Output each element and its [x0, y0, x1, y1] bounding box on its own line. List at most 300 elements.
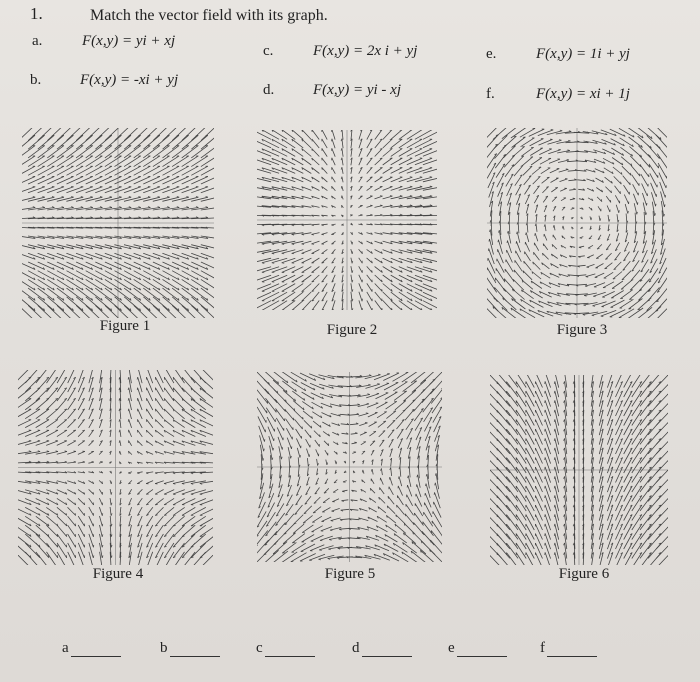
field-arrow	[624, 420, 633, 436]
field-arrow	[36, 552, 49, 565]
field-arrow	[409, 466, 410, 477]
field-arrow-head	[336, 462, 337, 465]
field-arrow-head	[564, 486, 565, 488]
answer-blank[interactable]	[362, 642, 412, 657]
field-arrow	[153, 187, 170, 193]
field-arrow	[296, 496, 302, 506]
answer-blank[interactable]	[457, 642, 507, 657]
field-arrow	[316, 449, 319, 456]
field-arrow	[359, 130, 362, 140]
field-arrow	[548, 150, 560, 154]
answer-d[interactable]	[352, 640, 412, 657]
field-arrow	[383, 267, 393, 273]
field-arrow	[523, 271, 532, 280]
field-arrow	[375, 258, 383, 263]
figure-3-caption: Figure 3	[556, 322, 608, 338]
field-arrow-head	[497, 401, 498, 403]
field-arrow	[143, 245, 160, 249]
answer-a[interactable]	[62, 640, 121, 657]
field-arrow	[18, 490, 31, 494]
option-label: c.	[263, 43, 274, 59]
field-arrow	[524, 176, 532, 185]
field-arrow	[201, 279, 214, 290]
field-arrow	[541, 272, 550, 278]
figure-6-plot	[490, 375, 668, 565]
field-arrow	[332, 130, 335, 140]
field-arrow	[95, 197, 112, 201]
field-arrow	[68, 398, 76, 410]
field-arrow	[542, 177, 550, 183]
field-arrow	[182, 262, 199, 270]
field-arrow	[526, 410, 535, 426]
field-arrow	[632, 477, 642, 493]
field-arrow	[272, 292, 287, 301]
field-arrow	[378, 507, 386, 513]
field-arrow	[632, 260, 639, 271]
field-arrow	[516, 524, 526, 540]
field-arrow	[493, 307, 508, 319]
field-arrow	[321, 224, 327, 225]
field-arrow	[534, 252, 540, 260]
option-label: e.	[486, 46, 497, 62]
field-arrow	[146, 498, 153, 505]
field-arrow-head	[400, 205, 402, 206]
field-arrow-head	[57, 545, 58, 548]
field-arrow	[322, 167, 328, 173]
field-arrow	[164, 516, 174, 526]
field-arrow	[656, 420, 668, 435]
field-arrow	[105, 253, 122, 259]
field-arrow	[408, 476, 411, 487]
field-arrow	[516, 420, 526, 436]
field-arrow	[191, 197, 208, 201]
field-arrow	[18, 430, 31, 436]
field-arrow	[579, 246, 584, 247]
field-arrow	[164, 481, 174, 484]
field-arrow	[656, 534, 668, 549]
field-arrow	[359, 275, 362, 282]
field-arrow	[312, 275, 320, 282]
field-arrow	[605, 187, 611, 193]
field-arrow	[200, 420, 213, 428]
field-arrow-head	[586, 277, 589, 278]
field-arrow	[655, 306, 667, 318]
field-arrow	[322, 422, 330, 427]
figure-5-caption: Figure 5	[324, 566, 376, 582]
answer-blank[interactable]	[547, 642, 597, 657]
field-arrow	[553, 235, 556, 240]
field-arrow	[624, 458, 633, 474]
field-arrow	[367, 130, 372, 140]
field-arrow	[282, 130, 295, 139]
field-arrow	[615, 252, 621, 260]
field-arrow	[68, 525, 76, 537]
field-arrow	[322, 413, 332, 418]
field-arrow	[137, 472, 143, 473]
field-arrow	[115, 262, 132, 270]
field-arrow-head	[292, 234, 294, 235]
field-arrow	[312, 224, 320, 225]
field-arrow	[66, 197, 83, 201]
field-arrow	[322, 177, 328, 182]
field-arrow	[375, 196, 383, 199]
field-arrow-head	[42, 207, 44, 208]
field-arrow	[487, 135, 498, 150]
answer-label: c	[256, 640, 263, 656]
field-arrow	[298, 457, 299, 467]
field-arrow	[535, 439, 542, 455]
field-arrow	[134, 177, 151, 185]
field-arrow-head	[389, 477, 390, 480]
field-arrow	[623, 261, 631, 270]
field-arrow	[86, 245, 103, 249]
field-arrow	[67, 451, 76, 454]
field-arrow	[320, 394, 333, 398]
field-arrow	[616, 375, 623, 388]
field-arrow	[545, 448, 551, 464]
field-arrow	[68, 552, 76, 565]
field-arrow	[153, 279, 170, 290]
field-arrow	[182, 197, 199, 201]
field-arrow	[607, 206, 610, 213]
field-arrow	[57, 516, 67, 526]
field-arrow	[155, 398, 163, 410]
field-arrow-head	[553, 225, 554, 227]
field-arrow-head	[331, 130, 332, 132]
field-arrow-head	[102, 513, 103, 516]
field-arrow	[89, 430, 94, 437]
field-arrow	[120, 430, 121, 437]
field-arrow	[76, 271, 93, 280]
field-arrow	[542, 187, 548, 193]
field-arrow	[293, 401, 304, 410]
field-arrow	[262, 250, 279, 254]
field-arrow	[368, 413, 378, 418]
answer-c[interactable]	[256, 640, 315, 657]
field-arrow	[200, 508, 213, 516]
field-arrow-head	[564, 448, 565, 450]
field-arrow	[322, 258, 328, 263]
field-arrow	[526, 448, 535, 464]
field-arrow-head	[182, 494, 185, 495]
field-arrow-head	[331, 225, 333, 226]
field-arrow	[66, 253, 83, 259]
field-arrow	[342, 500, 349, 501]
field-arrow-head	[414, 523, 415, 526]
field-arrow	[322, 148, 327, 156]
field-arrow	[516, 410, 526, 426]
field-arrow	[597, 244, 602, 249]
field-arrow	[526, 515, 535, 531]
field-arrow	[545, 505, 551, 521]
field-arrow-head	[564, 476, 565, 478]
vector-field-graph	[22, 128, 214, 318]
field-arrow	[86, 197, 103, 201]
field-arrow	[182, 370, 195, 383]
field-arrow	[38, 245, 55, 249]
field-arrow-head	[593, 306, 596, 307]
field-arrow	[134, 271, 151, 280]
field-arrow	[182, 306, 198, 319]
field-arrow-head	[29, 440, 31, 441]
field-arrow	[182, 156, 199, 167]
field-arrow-head	[399, 476, 400, 478]
field-arrow	[367, 206, 373, 208]
field-arrow	[115, 166, 132, 175]
field-arrow	[172, 253, 189, 259]
option-label: f.	[486, 86, 495, 102]
field-arrow	[526, 496, 535, 512]
field-arrow	[200, 409, 213, 419]
field-arrow	[545, 524, 551, 540]
field-arrow	[516, 382, 526, 398]
answer-blank[interactable]	[71, 642, 121, 657]
field-arrow	[398, 438, 402, 448]
field-arrow	[134, 245, 151, 249]
option-label: b.	[30, 72, 42, 88]
field-arrow	[605, 253, 611, 259]
field-arrow	[89, 507, 94, 515]
field-arrow	[95, 166, 112, 175]
answer-blank[interactable]	[265, 642, 315, 657]
field-arrow	[525, 242, 529, 252]
field-arrow	[632, 382, 642, 398]
field-arrow	[155, 525, 163, 537]
option-c	[263, 43, 463, 63]
field-arrow	[143, 262, 160, 270]
field-arrow	[114, 245, 131, 249]
field-arrow	[545, 381, 551, 397]
field-arrow	[535, 505, 542, 521]
field-arrow	[137, 481, 142, 484]
field-arrow	[47, 187, 64, 193]
field-arrow	[402, 372, 418, 382]
field-arrow-head	[309, 454, 310, 457]
field-arrow	[624, 534, 633, 550]
field-arrow-head	[42, 197, 44, 198]
field-arrow	[57, 498, 67, 504]
field-arrow	[407, 139, 422, 148]
field-arrow	[624, 429, 633, 445]
option-f	[486, 86, 686, 106]
field-arrow-head	[435, 473, 436, 475]
field-arrow	[624, 375, 633, 388]
field-arrow-head	[327, 463, 328, 465]
field-arrow	[153, 253, 170, 259]
field-arrow	[312, 284, 320, 292]
field-arrow	[47, 245, 64, 249]
field-arrow	[47, 128, 63, 141]
field-arrow	[516, 401, 526, 417]
field-arrow	[656, 477, 668, 492]
field-arrow	[38, 177, 55, 185]
field-arrow	[417, 484, 421, 497]
field-arrow	[172, 306, 188, 319]
field-arrow-head	[262, 253, 264, 254]
field-arrow	[28, 187, 45, 193]
answer-f[interactable]	[540, 640, 597, 657]
field-arrow	[76, 253, 93, 259]
field-arrow-head	[366, 413, 369, 414]
field-arrow	[201, 135, 214, 149]
field-arrow	[95, 271, 112, 280]
field-arrow	[164, 507, 174, 515]
field-arrow	[22, 177, 35, 185]
field-arrow	[262, 149, 279, 157]
field-arrow	[322, 283, 327, 291]
answer-e[interactable]	[448, 640, 507, 657]
field-arrow-head	[110, 207, 112, 208]
field-arrow	[524, 261, 532, 270]
field-arrow	[619, 309, 634, 318]
field-arrow	[57, 398, 67, 410]
field-arrow-head	[558, 149, 560, 150]
field-arrow	[656, 410, 668, 425]
field-arrow	[57, 462, 67, 463]
field-arrow	[607, 410, 613, 426]
vector-field-graph	[257, 372, 442, 562]
answer-b[interactable]	[160, 640, 220, 657]
field-arrow	[599, 552, 603, 565]
field-arrow-head	[497, 543, 498, 545]
field-arrow-head	[33, 197, 35, 198]
field-arrow	[656, 505, 668, 520]
field-arrow	[396, 515, 405, 524]
field-arrow-head	[100, 207, 102, 208]
field-arrow-head	[206, 207, 208, 208]
option-label: d.	[263, 82, 275, 98]
field-arrow	[632, 401, 642, 417]
field-arrow	[407, 284, 422, 292]
field-arrow	[155, 481, 164, 484]
field-arrow	[575, 142, 589, 143]
field-arrow-head	[630, 182, 631, 185]
field-arrow	[607, 429, 613, 445]
field-arrow	[282, 552, 298, 562]
field-arrow	[89, 409, 94, 419]
field-arrow	[155, 430, 163, 437]
field-arrow-head	[377, 384, 380, 385]
field-arrow	[349, 405, 360, 406]
field-arrow	[191, 177, 208, 185]
field-arrow-head	[431, 531, 432, 533]
field-arrow	[526, 543, 535, 559]
field-arrow	[163, 177, 180, 185]
field-arrow	[389, 439, 394, 447]
field-arrow	[164, 441, 174, 446]
field-arrow	[312, 158, 320, 165]
field-arrow	[86, 279, 103, 290]
field-arrow	[432, 397, 442, 413]
field-arrow	[369, 422, 377, 427]
field-arrow	[143, 306, 159, 319]
field-arrow	[587, 264, 595, 267]
field-arrow	[371, 479, 374, 484]
field-arrow	[383, 139, 392, 148]
field-arrow	[516, 486, 526, 502]
field-arrow	[22, 306, 35, 319]
field-arrow-head	[341, 148, 342, 150]
field-arrow	[162, 187, 179, 193]
field-arrow	[375, 187, 383, 191]
field-arrow-head	[75, 524, 76, 527]
field-arrow	[303, 515, 313, 523]
field-arrow	[146, 507, 153, 515]
field-arrow	[351, 266, 352, 273]
field-arrow	[351, 258, 352, 264]
field-arrow	[302, 292, 311, 301]
field-arrow-head	[497, 515, 498, 517]
field-arrow	[633, 194, 637, 205]
field-arrow	[375, 158, 383, 165]
field-arrow-head	[554, 552, 555, 555]
field-arrow	[359, 292, 362, 301]
field-arrow	[322, 292, 327, 301]
field-arrow-head	[129, 207, 131, 208]
field-arrow	[525, 195, 529, 205]
field-arrow	[115, 279, 132, 290]
field-arrow-head	[522, 147, 525, 148]
field-arrow	[322, 266, 328, 272]
answer-blank[interactable]	[170, 642, 220, 657]
field-arrow	[632, 429, 642, 445]
field-arrow	[532, 167, 541, 175]
field-arrow	[516, 429, 526, 445]
field-arrow	[262, 130, 279, 139]
field-arrow	[164, 409, 174, 419]
field-arrow	[191, 279, 208, 290]
field-arrow-head	[262, 244, 264, 245]
field-arrow-head	[497, 382, 498, 384]
field-arrow	[312, 516, 322, 522]
field-arrow-head	[554, 476, 555, 479]
field-arrow	[294, 410, 303, 419]
field-arrow	[120, 440, 121, 446]
field-arrow	[539, 149, 551, 155]
field-arrow	[614, 262, 622, 270]
field-arrow	[322, 300, 327, 310]
field-arrow	[163, 271, 180, 280]
field-arrow	[516, 439, 526, 455]
field-arrow-head	[318, 463, 319, 465]
field-arrow	[607, 419, 613, 435]
field-arrow	[632, 553, 642, 566]
field-arrow	[191, 262, 208, 270]
field-arrow-head	[263, 458, 264, 460]
field-arrow	[18, 525, 31, 536]
field-arrow	[570, 199, 575, 200]
field-arrow-head	[110, 197, 112, 198]
field-arrow-head	[497, 458, 498, 460]
field-arrow	[367, 292, 372, 301]
field-arrow	[624, 410, 633, 426]
field-arrow	[89, 498, 94, 505]
field-arrow	[393, 553, 409, 562]
field-arrow	[22, 271, 35, 280]
field-arrow	[173, 525, 184, 536]
field-arrow	[513, 156, 524, 167]
field-arrow	[527, 223, 528, 233]
figure-1-plot	[22, 128, 214, 318]
field-arrow-head	[264, 449, 265, 452]
figure-3-plot	[487, 128, 667, 318]
field-arrow	[134, 197, 151, 201]
field-arrow	[516, 448, 526, 464]
field-arrow	[66, 245, 83, 249]
field-arrow-head	[38, 451, 40, 452]
field-arrow-head	[554, 467, 555, 470]
field-arrow	[302, 168, 312, 174]
